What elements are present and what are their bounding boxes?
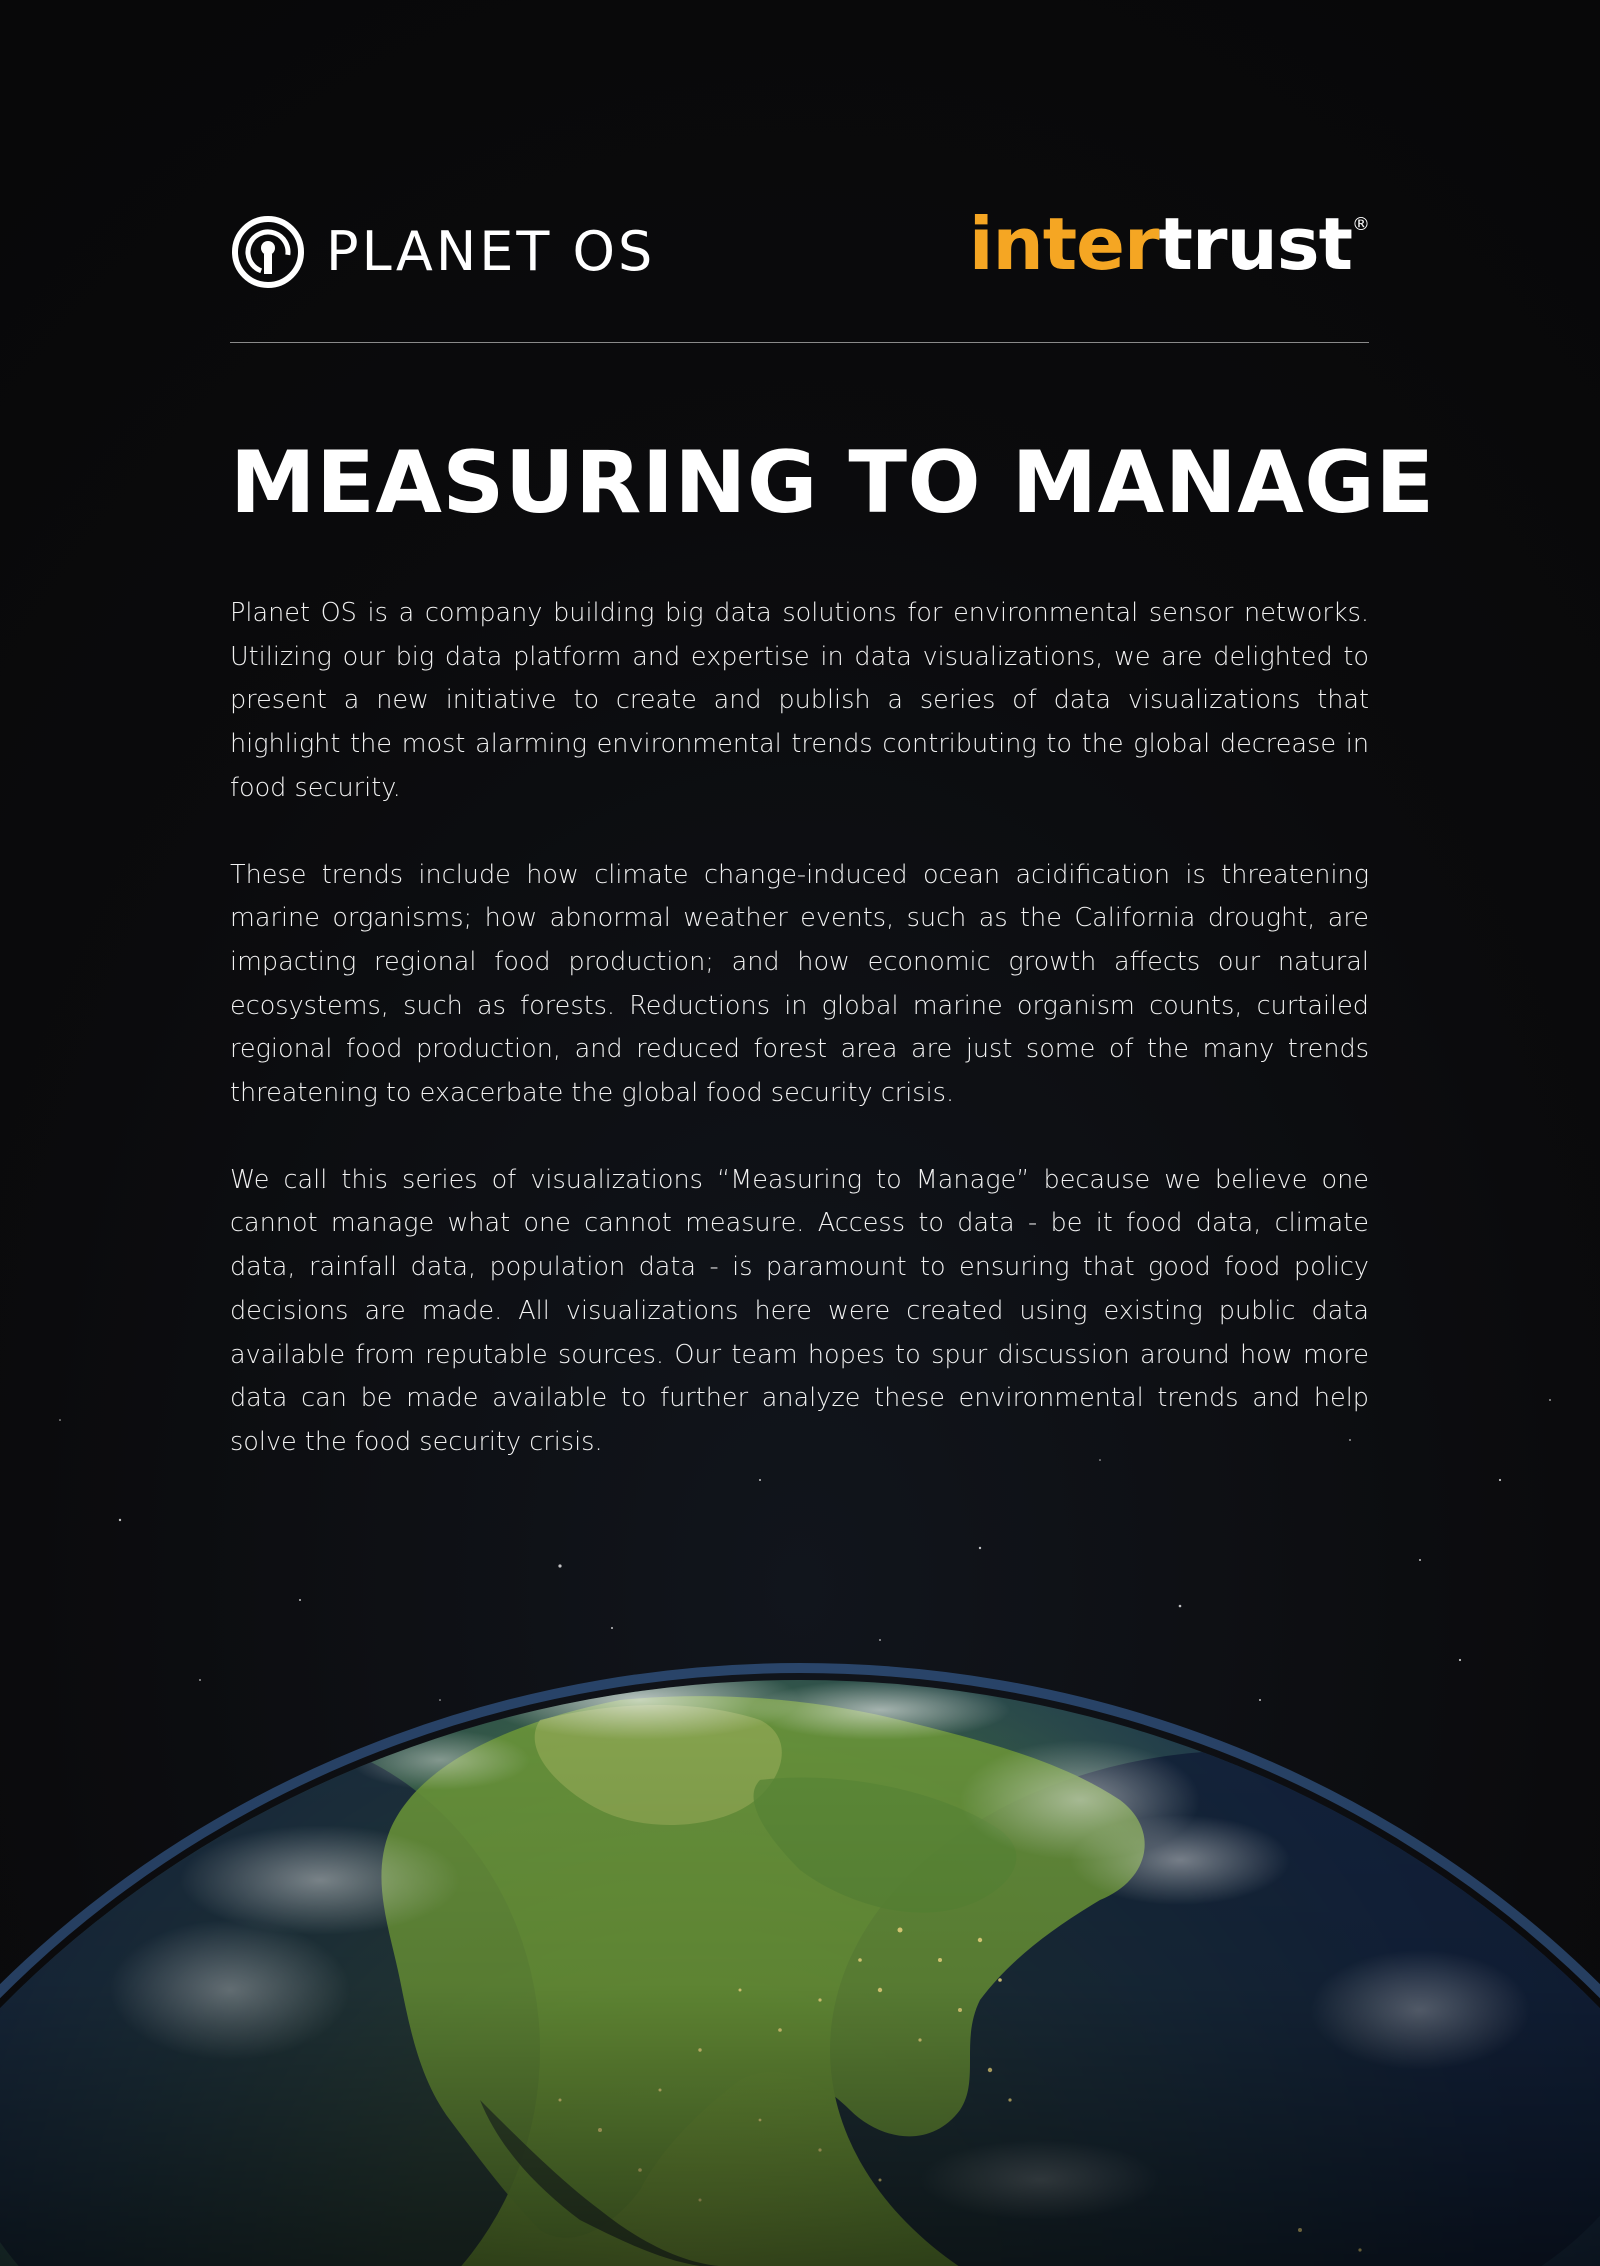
planet-os-logo-icon bbox=[230, 214, 306, 290]
intertrust-logo bbox=[968, 202, 1369, 286]
header-divider bbox=[230, 342, 1369, 343]
registered-mark: ® bbox=[1352, 214, 1369, 235]
planet-os-wordmark: PLANET OS bbox=[326, 220, 656, 283]
intertrust-logo-inter: inter bbox=[968, 202, 1159, 286]
paragraph-measuring: We call this series of visualizations “Measuring to Manage” because we believe one cannot manage what one cannot measure. Access to data - be it food data, climate data, rainfall data, population data - is paramount to ensuring that good food policy decisions are made. All visualizations here were created using existing public data available from reputable sources. Our team hopes to spur discussion around how more data can be made available to further analyze these environmental trends and help solve the food security crisis. bbox=[230, 1164, 1369, 1457]
paragraph-intro: Planet OS is a company building big data solutions for environmental sensor networks. Utilizing our big data platform and expertise in data visualizations, we are delighted to present a new initiative to create and publish a series of data visualizations that highlight the most alarming environmental trends contributing to the global decrease in food security. bbox=[230, 598, 1369, 803]
page-title: MEASURING TO MANAGE bbox=[230, 433, 1435, 533]
header bbox=[230, 202, 1369, 288]
paragraph-trends: These trends include how climate change-induced ocean acidification is threatening marine organisms; how abnormal weather events, such as the California drought, are impacting regional food production; and how economic growth affects our natural ecosystems, such as forests. Reductions in global marine organism counts, curtailed regional food production, and reduced forest area are just some of the many trends threatening to exacerbate the global food security crisis. bbox=[230, 859, 1369, 1109]
body-text bbox=[230, 592, 1369, 1508]
intertrust-logo-trust: trust bbox=[1158, 202, 1352, 286]
planet-os-logo bbox=[230, 214, 655, 290]
